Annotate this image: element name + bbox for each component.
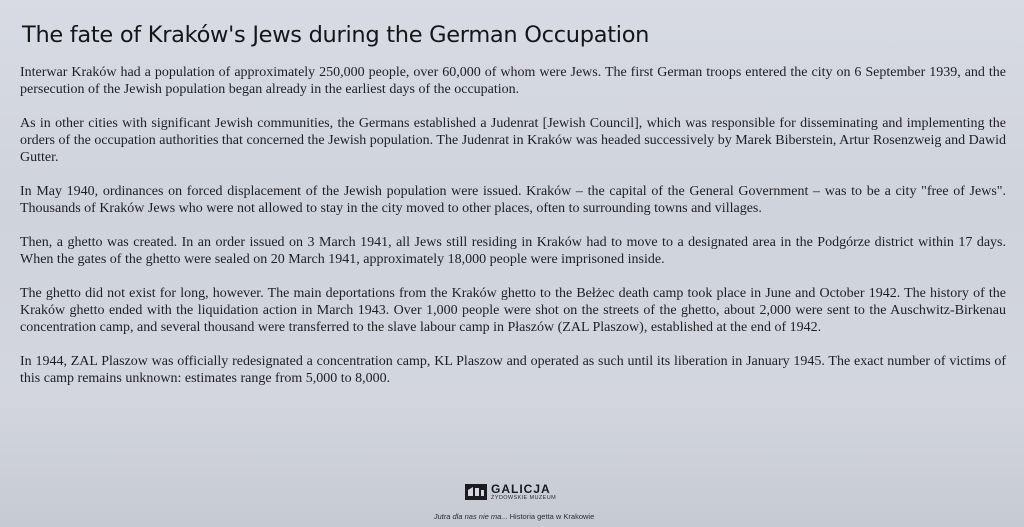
logo-name: GALICJA (491, 482, 551, 496)
paragraph-ghetto-creation: Then, a ghetto was created. In an order issued on 3 March 1941, all Jews still residing in Kraków had to move to a designated area in the Podgórze district within 17 days. When the gates of the ghetto were sealed on 20 March 1941, approximately 18,000 people were imprisoned inside. (20, 235, 1006, 267)
galicja-logo-icon (465, 484, 487, 500)
sign-title: The fate of Kraków's Jews during the German Occupation (22, 22, 650, 48)
paragraph-judenrat: As in other cities with significant Jewish communities, the Germans established a Judenrat [Jewish Council], which was responsible for disseminating and implementing the orders of the occupation authorities that concerned the Jewish population. The Judenrat in Kraków was headed successively by Marek Biberstein, Artur Rosenzweig and Dawid Gutter. (20, 116, 1006, 165)
logo-subtitle: ŻYDOWSKIE MUZEUM (491, 495, 557, 501)
tagline-rest: Historia getta w Krakowie (507, 512, 595, 521)
tagline-italic: Jutra dla nas nie ma... (433, 512, 508, 521)
exhibition-tagline (0, 512, 1024, 521)
museum-logo (465, 483, 556, 502)
paragraph-displacement: In May 1940, ordinances on forced displacement of the Jewish population were issued. Kraków – the capital of the General Government – was to be a city "free of Jews". Thousands of Kraków Jews who were not allowed to stay in the city moved to other places, often to surrounding towns and villages. (20, 184, 1006, 216)
paragraph-interwar: Interwar Kraków had a population of approximately 250,000 people, over 60,000 of whom were Jews. The first German troops entered the city on 6 September 1939, and the persecution of the Jewish population began already in the earliest days of the occupation. (20, 65, 1006, 97)
paragraph-deportations: The ghetto did not exist for long, however. The main deportations from the Kraków ghetto to the Bełżec death camp took place in June and October 1942. The history of the Kraków ghetto ended with the liquidation action in March 1943. Over 1,000 people were shot on the streets of the ghetto, about 2,000 were sent to the Auschwitz-Birkenau concentration camp, and several thousand were transferred to the slave labour camp in Płaszów (ZAL Plaszow), established at the end of 1942. (20, 286, 1006, 335)
sign-body (20, 64, 1006, 404)
sign-footer (0, 478, 1024, 527)
paragraph-plaszow: In 1944, ZAL Plaszow was officially redesignated a concentration camp, KL Plaszow and operated as such until its liberation in January 1945. The exact number of victims of this camp remains unknown: estimates range from 5,000 to 8,000. (20, 354, 1006, 386)
